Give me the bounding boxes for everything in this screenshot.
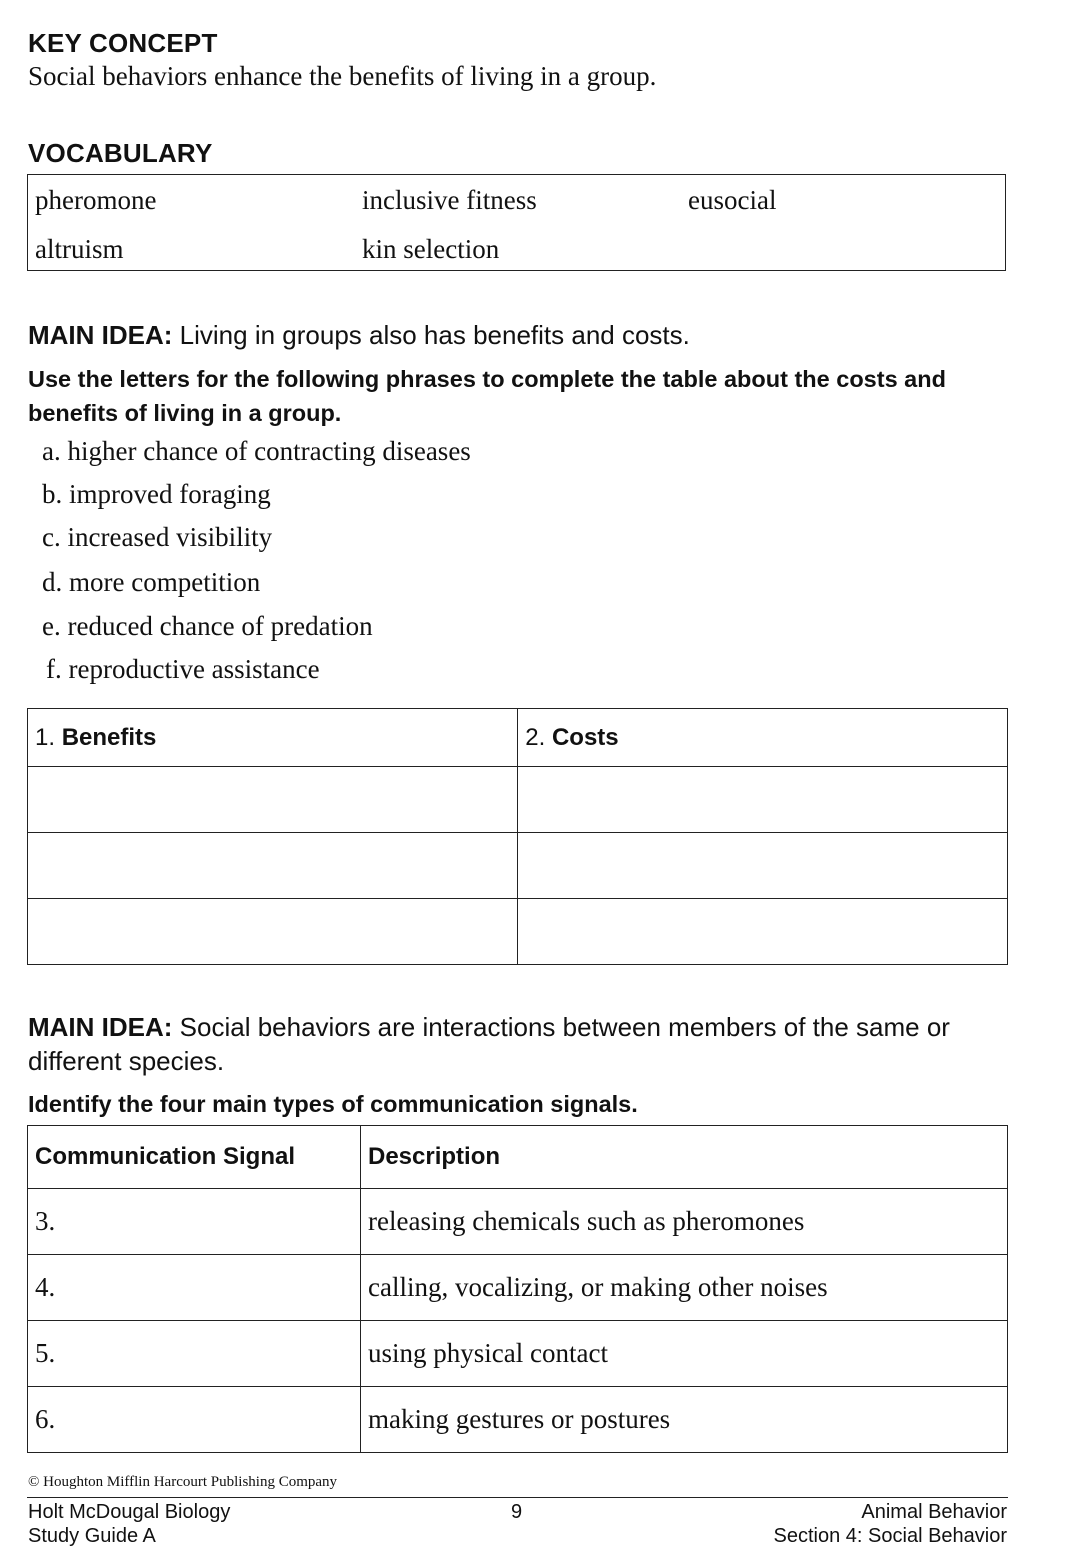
signal-answer-cell[interactable]: 3.: [28, 1189, 361, 1255]
table-row: [28, 1255, 1008, 1321]
table-row: [28, 833, 1008, 899]
section-title: Section 4: Social Behavior: [773, 1525, 1007, 1547]
description-cell: releasing chemicals such as pheromones: [361, 1189, 1008, 1255]
table-header-row: [28, 1126, 1008, 1189]
main-idea-label: MAIN IDEA:: [28, 1012, 173, 1042]
answer-cell[interactable]: [518, 833, 1008, 899]
vocab-term: pheromone: [35, 185, 157, 215]
footer-divider: [27, 1497, 1008, 1498]
main-idea-2: [28, 1010, 1018, 1078]
phrase-item: d. more competition: [42, 567, 261, 597]
key-concept-heading: KEY CONCEPT: [28, 28, 218, 58]
book-title: Holt McDougal Biology: [28, 1501, 231, 1523]
chapter-title: Animal Behavior: [861, 1501, 1007, 1523]
answer-cell[interactable]: [28, 899, 518, 965]
main-idea-text: Social behaviors are interactions between members of the same or different species.: [28, 1012, 950, 1076]
answer-cell[interactable]: [28, 833, 518, 899]
instruction-1: Use the letters for the following phrases to complete the table about the costs and benefits of living in a group.: [28, 366, 946, 426]
footer-left: [28, 1500, 230, 1548]
phrase-item: b. improved foraging: [42, 479, 271, 509]
answer-cell[interactable]: [518, 899, 1008, 965]
vocab-term: kin selection: [362, 234, 500, 264]
vocab-term: altruism: [35, 234, 124, 264]
vocab-term: eusocial: [688, 185, 777, 215]
signal-header: Communication Signal: [28, 1126, 361, 1189]
phrase-item: c. increased visibility: [42, 522, 273, 552]
table-row: [28, 767, 1008, 833]
header-label: Benefits: [61, 723, 157, 751]
header-number: 2.: [525, 723, 546, 751]
main-idea-label: MAIN IDEA:: [28, 320, 173, 350]
description-cell: using physical contact: [361, 1321, 1008, 1387]
table-header-row: [28, 709, 1008, 767]
description-cell: calling, vocalizing, or making other noises: [361, 1255, 1008, 1321]
main-idea-text: Living in groups also has benefits and costs.: [179, 320, 690, 350]
page-number: 9: [511, 1501, 523, 1523]
table-row: [28, 1189, 1008, 1255]
signal-answer-cell[interactable]: 6.: [28, 1387, 361, 1453]
table-row: [28, 1387, 1008, 1453]
footer-right: [774, 1500, 1007, 1548]
description-cell: making gestures or postures: [361, 1387, 1008, 1453]
answer-cell[interactable]: [28, 767, 518, 833]
answer-cell[interactable]: [518, 767, 1008, 833]
costs-header: [518, 709, 1008, 767]
phrase-item: e. reduced chance of predation: [42, 611, 373, 641]
copyright-notice: © Houghton Mifflin Harcourt Publishing Company: [28, 1474, 338, 1490]
vocabulary-heading: VOCABULARY: [28, 138, 213, 168]
table-row: [28, 1321, 1008, 1387]
main-idea-1: [28, 318, 1018, 352]
signal-answer-cell[interactable]: 4.: [28, 1255, 361, 1321]
phrase-item: f. reproductive assistance: [46, 654, 320, 684]
benefits-costs-table: [27, 708, 1008, 965]
header-label: Costs: [551, 723, 619, 751]
description-header: Description: [361, 1126, 1008, 1189]
signal-answer-cell[interactable]: 5.: [28, 1321, 361, 1387]
header-number: 1.: [35, 723, 56, 751]
vocab-term: inclusive fitness: [362, 185, 537, 215]
book-subtitle: Study Guide A: [28, 1525, 156, 1547]
instruction-2: Identify the four main types of communication signals.: [28, 1091, 638, 1117]
vocabulary-box: [27, 174, 1006, 271]
communication-signals-table: [27, 1125, 1008, 1453]
benefits-header: [28, 709, 518, 767]
key-concept-text: Social behaviors enhance the benefits of living in a group.: [28, 61, 657, 91]
phrase-item: a. higher chance of contracting diseases: [42, 436, 471, 466]
table-row: [28, 899, 1008, 965]
